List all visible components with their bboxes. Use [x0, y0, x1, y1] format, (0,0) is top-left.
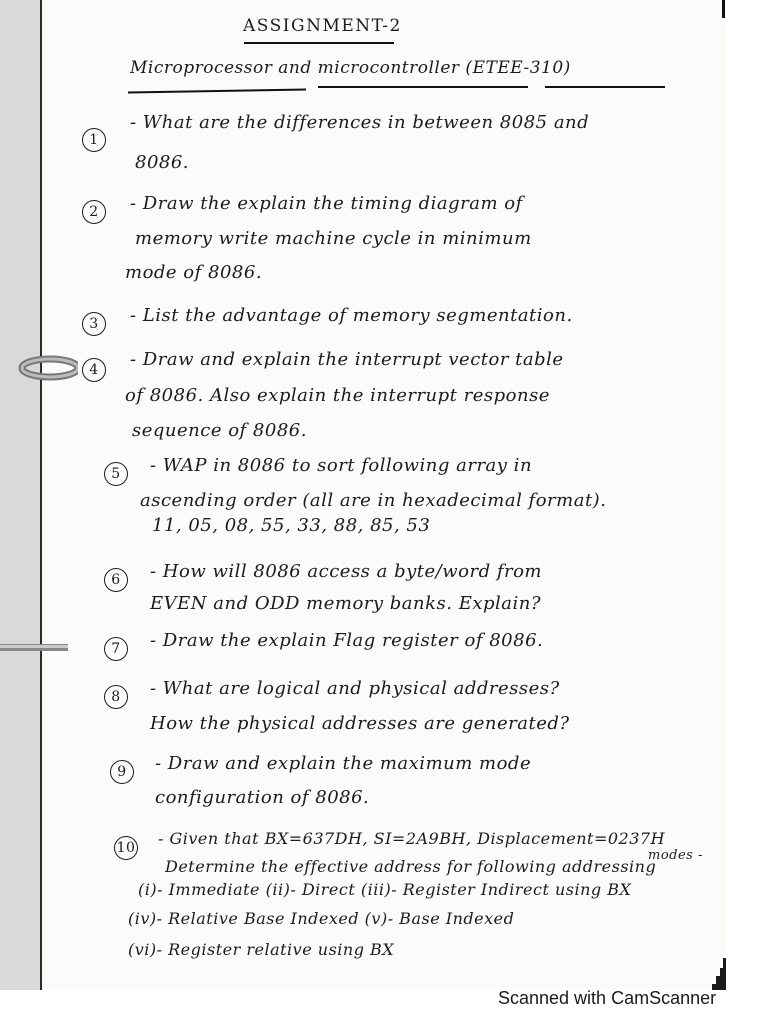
question-text-line: How the physical addresses are generated?	[150, 713, 570, 734]
binder-ring-icon	[0, 352, 78, 382]
question-number: 10	[114, 836, 138, 860]
question-number: 9	[110, 760, 134, 784]
question-text-line: EVEN and ODD memory banks. Explain?	[150, 593, 542, 614]
question-text-line: - Given that BX=637DH, SI=2A9BH, Displacement=0237H	[158, 829, 666, 848]
question-text-line: of 8086. Also explain the interrupt response	[125, 385, 550, 406]
question-text-line: - Draw and explain the maximum mode	[155, 753, 532, 774]
question-number: 7	[104, 637, 128, 661]
right-margin	[726, 0, 768, 1024]
question-number: 4	[82, 358, 106, 382]
question-text-line: - Draw and explain the interrupt vector table	[130, 349, 564, 370]
question-text-line: - What are the differences in between 8085 and	[130, 112, 590, 133]
question-text-line: modes -	[648, 848, 703, 863]
question-text-line: (iv)- Relative Base Indexed (v)- Base Indexed	[128, 909, 515, 928]
question-number: 2	[82, 200, 106, 224]
subject-underline	[545, 86, 665, 88]
question-number: 8	[104, 685, 128, 709]
question-text-line: (vi)- Register relative using BX	[128, 940, 395, 959]
binder-ring-icon	[0, 634, 78, 664]
question-text-line: 8086.	[135, 152, 190, 173]
subject-heading: Microprocessor and microcontroller (ETEE-310)	[130, 58, 571, 78]
question-text-line: - What are logical and physical addresses?	[150, 678, 560, 699]
question-text-line: memory write machine cycle in minimum	[135, 228, 532, 249]
question-number: 5	[104, 462, 128, 486]
page-corner-fold	[712, 950, 726, 990]
question-text-line: configuration of 8086.	[155, 787, 370, 808]
question-text-line: mode of 8086.	[125, 262, 263, 283]
subject-underline	[318, 86, 528, 88]
question-text-line: 11, 05, 08, 55, 33, 88, 85, 53	[152, 515, 431, 536]
scanner-watermark: Scanned with CamScanner	[498, 988, 717, 1008]
page-left-edge	[40, 0, 42, 990]
question-number: 3	[82, 312, 106, 336]
question-text-line: - Draw the explain the timing diagram of	[130, 193, 523, 214]
assignment-title: ASSIGNMENT-2	[243, 16, 402, 36]
question-text-line: sequence of 8086.	[132, 420, 307, 441]
corner-mark	[722, 0, 725, 18]
question-text-line: Determine the effective address for following addressing	[165, 857, 657, 876]
question-text-line: - List the advantage of memory segmentation.	[130, 305, 573, 326]
question-number: 1	[82, 128, 106, 152]
question-number: 6	[104, 568, 128, 592]
question-text-line: - How will 8086 access a byte/word from	[150, 561, 542, 582]
question-text-line: (i)- Immediate (ii)- Direct (iii)- Register Indirect using BX	[138, 880, 632, 899]
question-text-line: - WAP in 8086 to sort following array in	[150, 455, 533, 476]
question-text-line: - Draw the explain Flag register of 8086.	[150, 630, 544, 651]
question-text-line: ascending order (all are in hexadecimal format).	[140, 490, 607, 511]
title-underline	[244, 42, 394, 44]
